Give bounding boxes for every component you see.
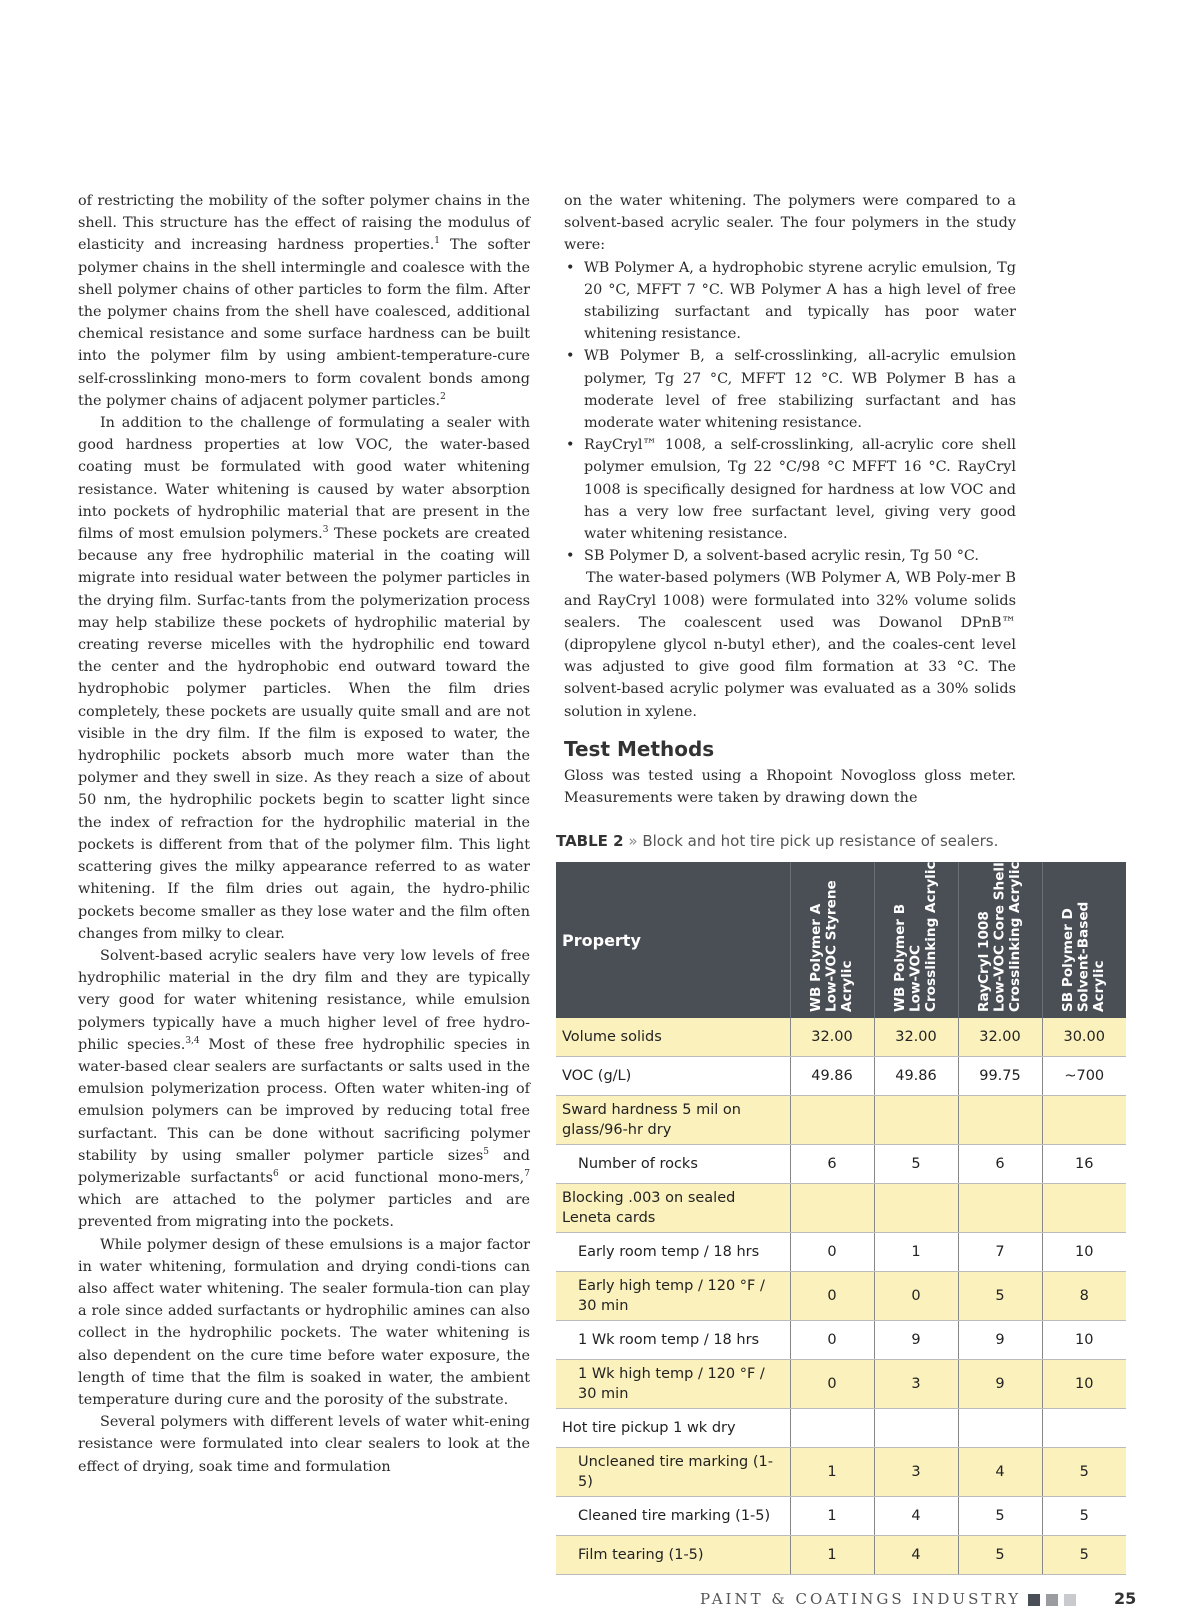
- table-cell: 10: [1042, 1321, 1126, 1360]
- table-cell: 4: [958, 1448, 1042, 1497]
- table-cell: 0: [790, 1360, 874, 1409]
- table-cell: [790, 1096, 874, 1145]
- table-cell: 0: [790, 1272, 874, 1321]
- table-cell: 1: [790, 1497, 874, 1536]
- list-item: • WB Polymer A, a hydrophobic styrene acrylic emulsion, Tg 20 °C, MFFT 7 °C. WB Polymer A has a high level of free stabilizing surfactant and typically has poor water whitening resistance.: [564, 257, 1016, 346]
- table-cell: 4: [874, 1536, 958, 1575]
- table-cell: 3: [874, 1448, 958, 1497]
- table-cell: 30.00: [1042, 1018, 1126, 1057]
- table-row: [556, 1321, 1126, 1360]
- results-table: [556, 862, 1126, 1575]
- right-column: [564, 190, 1016, 809]
- table-cell: [874, 1096, 958, 1145]
- table-cell: 3: [874, 1360, 958, 1409]
- caption-text: Block and hot tire pick up resistance of sealers.: [642, 832, 999, 850]
- table-cell: 0: [790, 1233, 874, 1272]
- row-label: Film tearing (1-5): [556, 1536, 790, 1575]
- table-cell: [958, 1096, 1042, 1145]
- body-paragraph: Several polymers with different levels of water whit-ening resistance were formulated into clear sealers to look at the effect of drying, soak time and formulation: [78, 1414, 530, 1475]
- table-cell: 0: [790, 1321, 874, 1360]
- table-cell: 6: [958, 1145, 1042, 1184]
- table-cell: 6: [790, 1145, 874, 1184]
- publication-name: PAINT & COATINGS INDUSTRY: [700, 1590, 1022, 1608]
- table-header-row: [556, 862, 1126, 1018]
- caption-separator: »: [628, 832, 638, 850]
- body-paragraph: of restricting the mobility of the softer polymer chains in the shell. This structure has the effect of raising the modulus of elasticity and increasing hardness properties.$^1$ The softer polymer chains in the shell intermingle and coalesce with the shell polymer chains of other particles to form the film. After the polymer chains from the shell have coalesced, additional chemical resistance and some surface hardness can be built into the polymer film by using ambient-temperature-cure self-crosslinking mono-mers to form covalent bonds among the polymer chains of adjacent polymer particles.$^2$: [78, 193, 531, 409]
- row-label: Sward hardness 5 mil on glass/96-hr dry: [556, 1096, 790, 1145]
- table-cell: 1: [874, 1233, 958, 1272]
- table-cell: [790, 1409, 874, 1448]
- table-cell: 9: [874, 1321, 958, 1360]
- row-label: Hot tire pickup 1 wk dry: [556, 1409, 790, 1448]
- table-cell: [1042, 1409, 1126, 1448]
- table-row: [556, 1272, 1126, 1321]
- table-label: TABLE 2: [556, 832, 624, 850]
- table-cell: [958, 1409, 1042, 1448]
- page-number: 25: [1114, 1589, 1137, 1608]
- table-row: [556, 1536, 1126, 1575]
- table-cell: 7: [958, 1233, 1042, 1272]
- row-label: Early room temp / 18 hrs: [556, 1233, 790, 1272]
- row-label: Cleaned tire marking (1-5): [556, 1497, 790, 1536]
- table-cell: [874, 1409, 958, 1448]
- table-row: [556, 1145, 1126, 1184]
- table-cell: 32.00: [874, 1018, 958, 1057]
- row-label: 1 Wk high temp / 120 °F / 30 min: [556, 1360, 790, 1409]
- table-cell: 32.00: [958, 1018, 1042, 1057]
- table-cell: [1042, 1184, 1126, 1233]
- polymer-list: [564, 257, 1016, 568]
- table-row: [556, 1096, 1126, 1145]
- table-cell: 5: [958, 1497, 1042, 1536]
- footer-squares: [1028, 1593, 1082, 1611]
- table-cell: 0: [874, 1272, 958, 1321]
- table-cell: 10: [1042, 1360, 1126, 1409]
- table-cell: 5: [958, 1272, 1042, 1321]
- column-header: RayCryl 1008 Low-VOC Core Shell Crosslinking Acrylic: [958, 862, 1042, 1018]
- table-cell: [958, 1184, 1042, 1233]
- list-item: • WB Polymer B, a self-crosslinking, all-acrylic emulsion polymer, Tg 27 °C, MFFT 12 °C. WB Polymer B has a moderate level of free stabilizing surfactant and has moderate water whitening resistance.: [564, 345, 1016, 434]
- table-cell: 9: [958, 1360, 1042, 1409]
- table-cell: 1: [790, 1536, 874, 1575]
- table-cell: ~700: [1042, 1057, 1126, 1096]
- table-cell: [874, 1184, 958, 1233]
- table-row: [556, 1018, 1126, 1057]
- table-cell: 5: [958, 1536, 1042, 1575]
- table-cell: 49.86: [790, 1057, 874, 1096]
- body-paragraph: Solvent-based acrylic sealers have very low levels of free hydrophilic material in the dry film and they are typically very good for water whitening resistance, while emulsion polymers typically have a much higher level of free hydro-philic species.$^{3,4}$ Most of these free hydrophilic species in water-based clear sealers are surfactants or salts used in the emulsion polymerization process. Often water whiten-ing of emulsion polymers can be improved by reducing total free surfactant. This can be done without sacrificing polymer stability by using smaller polymer particle sizes$^5$ and polymerizable surfactants$^6$ or acid functional mono-mers,$^7$ which are attached to the polymer particles and are prevented from migrating into the pockets.: [78, 947, 530, 1231]
- body-paragraph: The water-based polymers (WB Polymer A, WB Poly-mer B and RayCryl 1008) were formulated into 32% volume solids sealers. The coalescent used was Dowanol DPnB™ (dipropylene glycol n-butyl ether), and the coales-cent level was adjusted to give good film formation at 33 °C. The solvent-based acrylic polymer was evaluated as a 30% solids solution in xylene.: [564, 570, 1016, 720]
- row-label: Blocking .003 on sealed Leneta cards: [556, 1184, 790, 1233]
- body-paragraph: In addition to the challenge of formulating a sealer with good hardness properties at low VOC, the water-based coating must be formulated with good water whitening resistance. Water whitening is caused by water absorption into pockets of hydrophilic material that are present in the films of most emulsion polymers.$^3$ These pockets are created because any free hydrophilic material in the coating will migrate into residual water between the polymer particles in the drying film. Surfac-tants from the polymerization process may help stabilize these pockets of hydrophilic material by creating reverse micelles with the hydrophilic end toward the center and the hydrophobic end outward toward the hydrophobic polymer particles. When the film dries completely, these pockets are usually quite small and are not visible in the dry film. If the film is exposed to water, the hydrophilic pockets absorb much more water than the polymer and they swell in size. As they reach a size of about 50 nm, the hydrophilic pockets begin to scatter light since the index of refraction for the hydrophilic material in the pockets is different from that of the polymer film. This light scattering gives the milky appearance referred to as water whitening. If the film dries out again, the hydro-philic pockets become smaller as they lose water and the film often changes from milky to clear.: [78, 415, 530, 942]
- table-cell: 1: [790, 1448, 874, 1497]
- table-row: [556, 1497, 1126, 1536]
- table-cell: 32.00: [790, 1018, 874, 1057]
- square-icon: [1064, 1594, 1076, 1606]
- table-cell: 16: [1042, 1145, 1126, 1184]
- table-row: [556, 1184, 1126, 1233]
- body-paragraph: Gloss was tested using a Rhopoint Novogloss gloss meter. Measurements were taken by drawing down the: [564, 767, 1016, 807]
- square-icon: [1028, 1594, 1040, 1606]
- table-cell: 99.75: [958, 1057, 1042, 1096]
- row-label: Uncleaned tire marking (1-5): [556, 1448, 790, 1497]
- square-icon: [1046, 1594, 1058, 1606]
- row-label: Number of rocks: [556, 1145, 790, 1184]
- list-item: • RayCryl™ 1008, a self-crosslinking, all-acrylic core shell polymer emulsion, Tg 22 °C/98 °C MFFT 16 °C. RayCryl 1008 is specifically designed for hardness at low VOC and has a very low free surfactant level, giving very good water whitening resistance.: [564, 434, 1016, 545]
- table-cell: 9: [958, 1321, 1042, 1360]
- column-header-property: Property: [556, 862, 790, 1018]
- row-label: Early high temp / 120 °F / 30 min: [556, 1272, 790, 1321]
- column-header: WB Polymer B Low-VOC Crosslinking Acrylic: [874, 862, 958, 1018]
- table-row: [556, 1233, 1126, 1272]
- table-row: [556, 1057, 1126, 1096]
- table-caption: [556, 832, 998, 850]
- row-label: VOC (g/L): [556, 1057, 790, 1096]
- section-heading: Test Methods: [564, 736, 715, 761]
- body-paragraph: on the water whitening. The polymers were compared to a solvent-based acrylic sealer. The four polymers in the study were:: [564, 193, 1016, 254]
- table-cell: 49.86: [874, 1057, 958, 1096]
- table-cell: 5: [1042, 1536, 1126, 1575]
- row-label: Volume solids: [556, 1018, 790, 1057]
- table-cell: 5: [1042, 1497, 1126, 1536]
- left-column: [78, 190, 530, 1478]
- table-cell: 5: [1042, 1448, 1126, 1497]
- table-cell: [790, 1184, 874, 1233]
- table-cell: 8: [1042, 1272, 1126, 1321]
- table-row: [556, 1409, 1126, 1448]
- column-header: SB Polymer D Solvent-Based Acrylic: [1042, 862, 1126, 1018]
- table-row: [556, 1448, 1126, 1497]
- table-cell: [1042, 1096, 1126, 1145]
- column-header: WB Polymer A Low-VOC Styrene Acrylic: [790, 862, 874, 1018]
- table-cell: 4: [874, 1497, 958, 1536]
- table-row: [556, 1360, 1126, 1409]
- row-label: 1 Wk room temp / 18 hrs: [556, 1321, 790, 1360]
- list-item: • SB Polymer D, a solvent-based acrylic resin, Tg 50 °C.: [564, 545, 1016, 567]
- body-paragraph: While polymer design of these emulsions is a major factor in water whitening, formulation and drying condi-tions can also affect water whitening. The sealer formula-tion can play a role since added surfactants or hydrophilic amines can also collect in the hydrophilic pockets. The water whitening is also dependent on the cure time before water exposure, the length of time that the film is soaked in water, the ambient temperature during cure and the porosity of the substrate.: [78, 1236, 530, 1408]
- table-cell: 10: [1042, 1233, 1126, 1272]
- table-cell: 5: [874, 1145, 958, 1184]
